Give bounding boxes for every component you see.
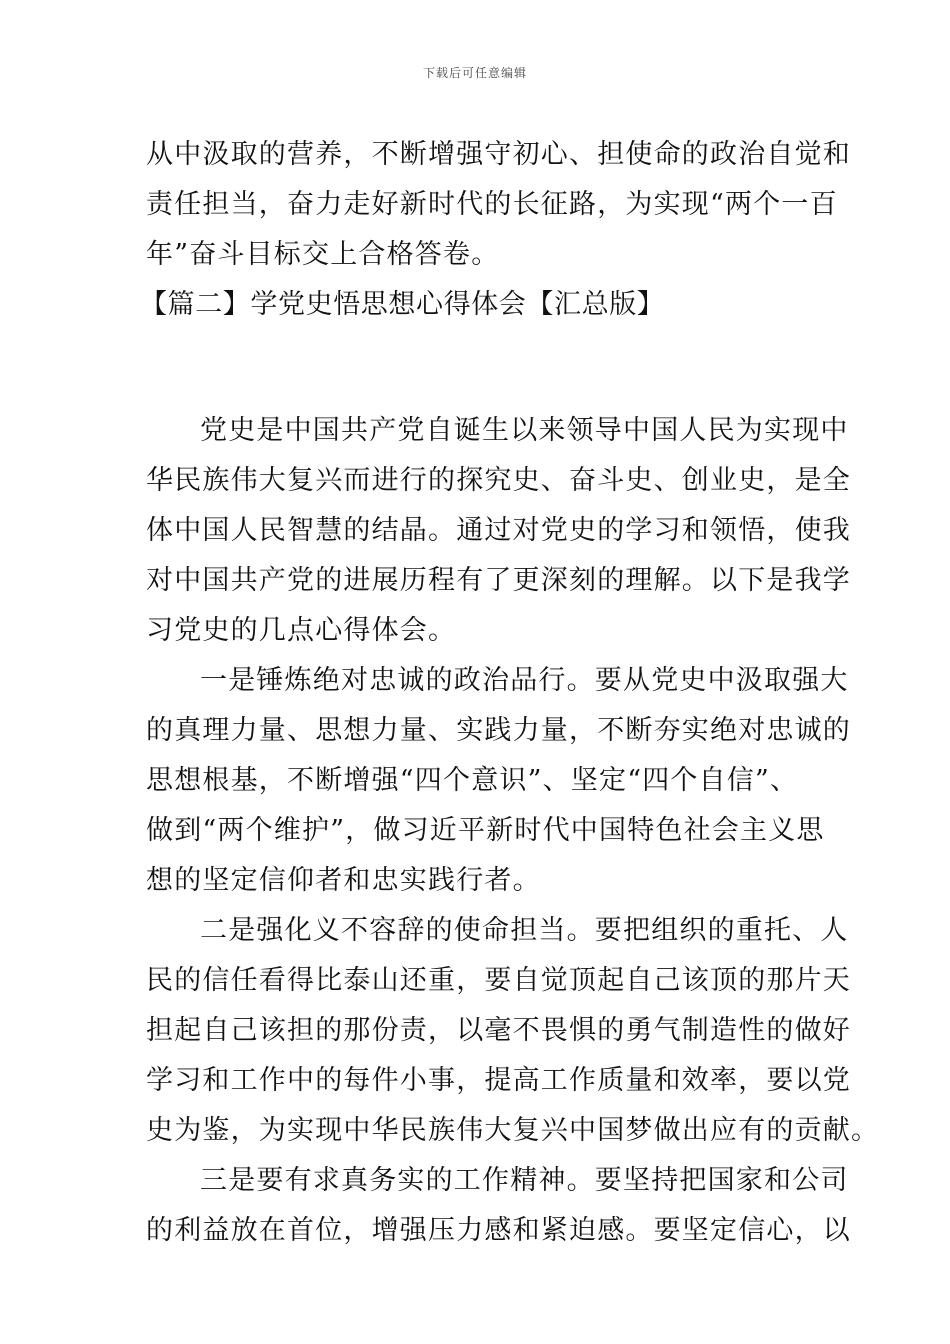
text-line: 想的坚定信仰者和忠实践行者。: [146, 865, 541, 896]
text-line: 对中国共产党的进展历程有了更深刻的理解。以下是我学: [146, 565, 851, 596]
text-line: 的利益放在首位，增强压力感和紧迫感。要坚定信心，以: [146, 1215, 851, 1246]
text-line: 习党史的几点心得体会。: [146, 615, 457, 646]
text-line: 责任担当，奋力走好新时代的长征路，为实现“两个一百: [146, 189, 838, 220]
paragraph-2: [146, 656, 851, 906]
text-line: 担起自己该担的那份责，以毫不畏惧的勇气制造性的做好: [146, 1015, 851, 1046]
paragraph-1: [146, 406, 851, 656]
text-line: 史为鉴，为实现中华民族伟大复兴中国梦做出应有的贡献。: [146, 1115, 880, 1146]
spacer: [146, 330, 808, 406]
text-line: 三是要有求真务实的工作精神。要坚持把国家和公司: [200, 1165, 849, 1196]
section-title: 【篇二】学党史悟思想心得体会【汇总版】: [140, 289, 665, 320]
text-line: 年”奋斗目标交上合格答卷。: [146, 239, 500, 270]
document-body: [140, 130, 880, 1256]
paragraph-3: [146, 906, 880, 1156]
text-line: 华民族伟大复兴而进行的探究史、奋斗史、创业史，是全: [146, 465, 851, 496]
text-line: 做到“两个维护”，做习近平新时代中国特色社会主义思: [146, 815, 825, 846]
text-line: 学习和工作中的每件小事，提高工作质量和效率，要以党: [146, 1065, 851, 1096]
page-header: 下载后可任意编辑: [422, 66, 527, 80]
text-line: 体中国人民智慧的结晶。通过对党史的学习和领悟，使我: [146, 515, 851, 546]
text-line: 民的信任看得比泰山还重，要自觉顶起自己该顶的那片天: [146, 965, 851, 996]
text-line: 一是锤炼绝对忠诚的政治品行。要从党史中汲取强大: [200, 665, 849, 696]
text-line: 的真理力量、思想力量、实践力量，不断夯实绝对忠诚的: [146, 715, 851, 746]
text-line: 从中汲取的营养，不断增强守初心、担使命的政治自觉和: [146, 139, 851, 170]
intro-paragraph: [146, 130, 851, 280]
text-line: 思想根基，不断增强“四个意识”、坚定“四个自信”、: [146, 765, 799, 796]
paragraph-4: [146, 1156, 851, 1256]
text-line: 二是强化义不容辞的使命担当。要把组织的重托、人: [200, 915, 849, 946]
text-line: 党史是中国共产党自诞生以来领导中国人民为实现中: [200, 415, 849, 446]
